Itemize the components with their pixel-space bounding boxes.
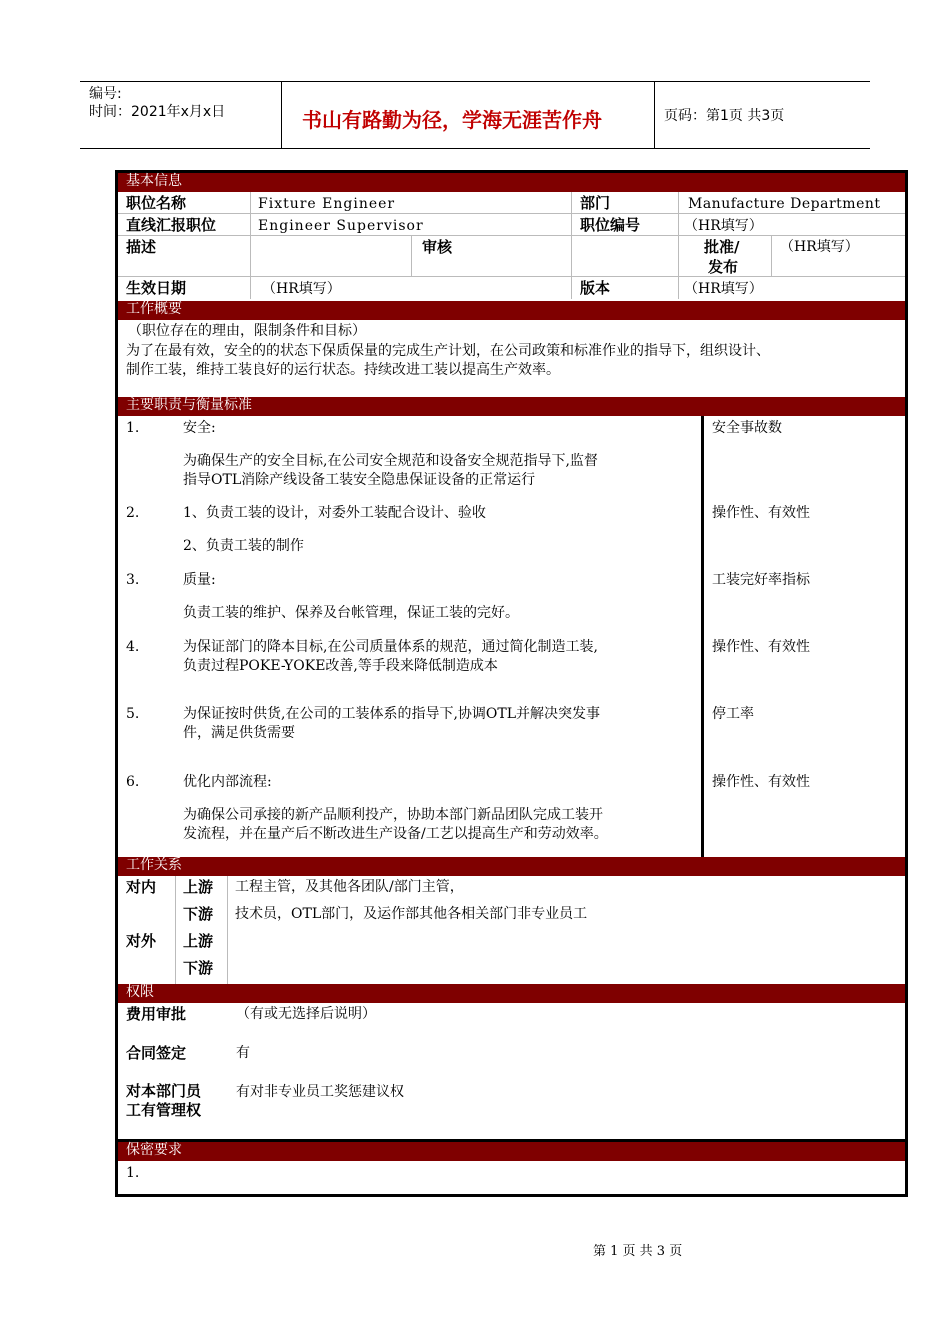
approve-label-2: 发布 — [708, 258, 739, 276]
internal-label: 对内 — [126, 878, 157, 896]
header-page-number: 页码：第1页 共3页 — [664, 108, 785, 124]
external-label: 对外 — [126, 932, 157, 950]
summary-line-2: 制作工装，维持工装良好的运行状态。持续改进工装以提高生产效率。 — [126, 362, 560, 378]
internal-upstream-label: 上游 — [183, 878, 214, 896]
effective-date-label: 生效日期 — [126, 279, 187, 297]
duty-title: 优化内部流程: — [183, 774, 272, 790]
summary-line-1: 为了在最有效，安全的的状态下保质保量的完成生产计划，在公司政策和标准作业的指导下，组织设计、 — [126, 343, 770, 359]
duty-number: 6. — [126, 774, 140, 790]
duty-detail-line-2: 指导OTL消除产线设备工装安全隐患保证设备的正常运行 — [183, 472, 536, 488]
duty-measure: 安全事故数 — [712, 420, 782, 436]
header-divider-2 — [654, 81, 655, 148]
review-label: 审核 — [422, 238, 453, 256]
basic-grid-v5 — [771, 235, 772, 276]
department-value: Manufacture Department — [688, 196, 881, 212]
job-title-value: Fixture Engineer — [258, 196, 396, 212]
internal-downstream-label: 下游 — [183, 905, 214, 923]
duty-number: 1. — [126, 420, 140, 436]
duty-title: 1、负责工装的设计，对委外工装配合设计、验收 — [183, 505, 486, 521]
job-title-label: 职位名称 — [126, 194, 187, 212]
version-value: （HR填写） — [684, 281, 763, 297]
relations-grid-v2 — [227, 876, 228, 984]
duty-measure: 操作性、有效性 — [712, 774, 810, 790]
section-work-summary: 工作概要 — [118, 301, 905, 320]
header-motto: 书山有路勤为径，学海无涯苦作舟 — [302, 108, 602, 132]
document-time: 时间：2021年x月x日 — [89, 104, 226, 120]
duty-detail-line-1: 件，满足供货需要 — [183, 725, 295, 741]
staff-management-label-2: 工有管理权 — [126, 1101, 202, 1119]
duty-detail-line-1: 2、负责工装的制作 — [183, 538, 304, 554]
staff-management-label-1: 对本部门员 — [126, 1082, 202, 1100]
basic-grid-v3 — [678, 192, 679, 299]
basic-grid-v1 — [250, 192, 251, 299]
external-downstream-label: 下游 — [183, 959, 214, 977]
version-label: 版本 — [580, 279, 611, 297]
contract-signing-value: 有 — [236, 1045, 250, 1061]
duty-title: 质量: — [183, 572, 216, 588]
staff-management-value: 有对非专业员工奖惩建议权 — [236, 1084, 404, 1100]
duty-detail-line-2: 发流程，并在量产后不断改进生产设备/工艺以提高生产和劳动效率。 — [183, 826, 608, 842]
description-label: 描述 — [126, 238, 157, 256]
approve-value: （HR填写） — [780, 239, 859, 255]
header-bottom-rule — [80, 148, 870, 149]
external-upstream-label: 上游 — [183, 932, 214, 950]
duty-detail-line-1: 负责过程POKE-YOKE改善,等手段来降低制造成本 — [183, 658, 498, 674]
position-code-value: （HR填写） — [684, 218, 763, 234]
section-authority: 权限 — [118, 984, 905, 1003]
confidential-item: 1. — [126, 1165, 140, 1181]
basic-grid-h3 — [118, 276, 905, 277]
reports-to-value: Engineer Supervisor — [258, 218, 424, 234]
duty-title: 为保证部门的降本目标,在公司质量体系的规范，通过简化制造工装, — [183, 639, 598, 655]
duty-title: 安全: — [183, 420, 216, 436]
duty-title: 为保证按时供货,在公司的工装体系的指导下,协调OTL并解决突发事 — [183, 706, 601, 722]
basic-grid-v4 — [411, 235, 412, 276]
reports-to-label: 直线汇报职位 — [126, 216, 217, 234]
duty-detail-line-1: 负责工装的维护、保养及台帐管理，保证工装的完好。 — [183, 605, 519, 621]
internal-downstream-value: 技术员，OTL部门，及运作部其他各相关部门非专业员工 — [235, 906, 588, 922]
header-divider-1 — [281, 81, 282, 148]
duty-measure: 操作性、有效性 — [712, 639, 810, 655]
duty-measure: 操作性、有效性 — [712, 505, 810, 521]
duty-number: 5. — [126, 706, 140, 722]
basic-grid-h2 — [118, 235, 905, 236]
expense-approval-label: 费用审批 — [126, 1005, 187, 1023]
section-confidentiality: 保密要求 — [118, 1142, 905, 1161]
department-label: 部门 — [580, 194, 611, 212]
footer-page-number: 第 1 页 共 3 页 — [593, 1244, 683, 1259]
duty-number: 3. — [126, 572, 140, 588]
basic-grid-v2 — [571, 192, 572, 299]
summary-note: （职位存在的理由，限制条件和目标） — [128, 323, 366, 339]
approve-label-1: 批准/ — [704, 238, 740, 256]
internal-upstream-value: 工程主管，及其他各团队/部门主管， — [235, 879, 464, 895]
section-main-duties: 主要职责与衡量标准 — [118, 397, 905, 416]
section-basic-info: 基本信息 — [118, 173, 905, 192]
position-code-label: 职位编号 — [580, 216, 641, 234]
relations-grid-v1 — [175, 876, 176, 984]
expense-approval-value: （有或无选择后说明） — [236, 1006, 376, 1022]
duty-measure: 工装完好率指标 — [712, 572, 810, 588]
duty-number: 4. — [126, 639, 140, 655]
effective-date-value: （HR填写） — [262, 281, 341, 297]
duty-measure: 停工率 — [712, 706, 754, 722]
duties-measure-divider — [701, 416, 704, 857]
contract-signing-label: 合同签定 — [126, 1044, 187, 1062]
duty-detail-line-1: 为确保公司承接的新产品顺利投产，协助本部门新品团队完成工装开 — [183, 807, 603, 823]
duty-detail-line-1: 为确保生产的安全目标,在公司安全规范和设备安全规范指导下,监督 — [183, 453, 598, 469]
section-work-relations: 工作关系 — [118, 857, 905, 876]
document-number: 编号: — [89, 86, 122, 102]
duty-number: 2. — [126, 505, 140, 521]
header-top-rule — [80, 81, 870, 82]
